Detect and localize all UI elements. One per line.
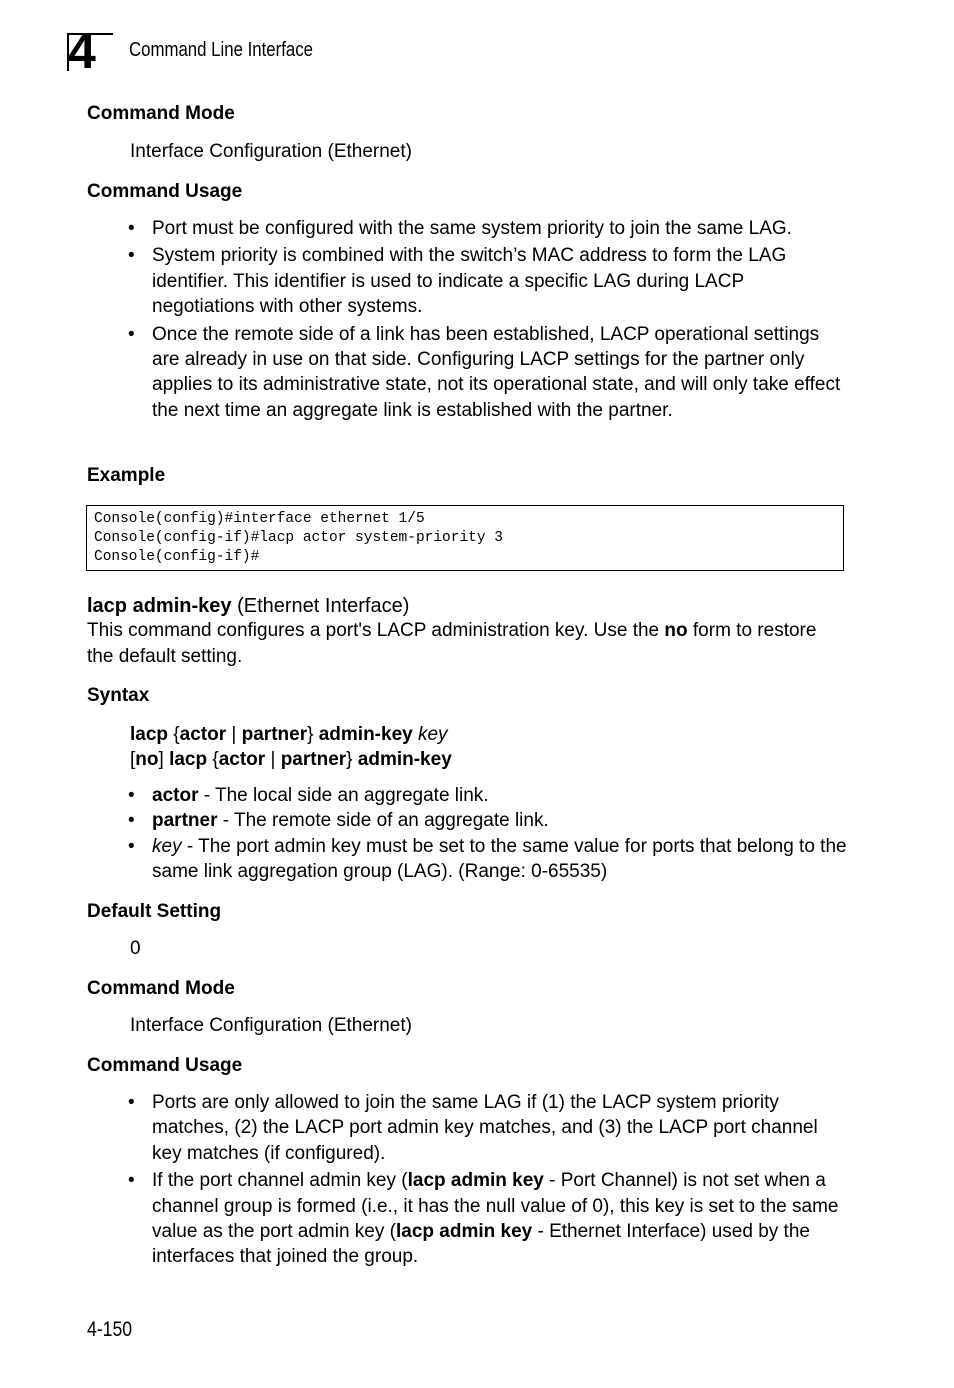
list-item [128,808,848,833]
command-mode-heading: Command Mode [87,103,235,124]
list-item [128,783,848,808]
description-text: This command configures a port's LACP administration key. Use the [87,620,665,641]
syntax-keyword: lacp [169,749,208,770]
page-number: 4-150 [87,1318,133,1341]
code-line: Console(config-if)# [94,549,260,565]
parameter-list [128,783,848,885]
command-mode-value: Interface Configuration (Ethernet) [130,1015,412,1036]
usage-keyword: lacp admin key [395,1221,533,1243]
syntax-heading: Syntax [87,685,150,706]
syntax-brace: } [307,724,319,745]
syntax-keyword: actor [218,749,266,770]
command-usage-heading: Command Usage [87,1055,243,1076]
default-setting-heading: Default Setting [87,901,222,922]
syntax-argument: key [412,724,448,745]
usage-text: If the port channel admin key ( [152,1170,408,1192]
list-item [128,834,848,885]
example-code-block [86,505,844,571]
syntax-bracket: [ [130,749,136,770]
running-title: Command Line Interface [129,39,313,61]
param-term: partner [152,810,218,832]
description-keyword: no [664,620,688,641]
syntax-line-1 [130,722,448,747]
syntax-brace: { [168,724,180,745]
code-line: Console(config)#interface ethernet 1/5 [94,511,425,527]
command-usage-heading: Command Usage [87,181,243,202]
syntax-line-2 [130,747,452,772]
param-desc: - The port admin key must be set to the same value for ports that belong to the same link aggregation group (LAG). (Range: 0-65535) [152,835,847,883]
default-setting-value: 0 [130,938,141,959]
usage-text: - Port Channel) is not set when a channel group is formed (i.e., it has the null value of 0), this key is set to the same value as the port admin key ( [152,1170,839,1243]
usage-keyword: lacp admin key [407,1170,544,1192]
syntax-keyword: actor [179,724,227,745]
command-usage-list [128,216,848,425]
syntax-keyword: admin-key [357,749,452,770]
syntax-pipe: | [226,724,242,745]
param-desc: - The local side an aggregate link. [198,785,489,806]
command-description [87,618,847,669]
param-term: actor [152,785,199,806]
syntax-keyword: no [135,749,159,770]
command-name: lacp admin-key [87,595,232,617]
param-term: key [152,835,182,857]
example-heading: Example [87,465,166,486]
list-item: • Port must be configured with the same system priority to join the same LAG. [128,216,848,241]
syntax-brace: } [346,749,358,770]
description-text: form to restore the default setting. [87,620,817,667]
list-item: • Ports are only allowed to join the same LAG if (1) the LACP system priority matches, (2) the LACP port admin key matches, and (3) the LACP port channel key matches (if configured). [128,1090,848,1166]
command-usage-list [128,1090,848,1272]
command-qualifier: (Ethernet Interface) [231,595,410,617]
syntax-keyword: admin-key [318,724,413,745]
syntax-brace: { [207,749,219,770]
syntax-keyword: partner [280,749,347,770]
list-item [128,1168,848,1270]
syntax-keyword: lacp [130,724,169,745]
chapter-number: 4 [68,23,94,79]
list-item: • System priority is combined with the switch’s MAC address to form the LAG identifier. This identifier is used to indicate a specific LAG during LACP negotiations with other systems. [128,243,848,319]
syntax-pipe: | [265,749,281,770]
usage-text: - Ethernet Interface) used by the interfaces that joined the group. [152,1221,810,1268]
command-mode-heading: Command Mode [87,978,235,999]
command-mode-value: Interface Configuration (Ethernet) [130,141,412,162]
param-desc: - The remote side of an aggregate link. [217,810,549,832]
code-line: Console(config-if)#lacp actor system-priority 3 [94,530,503,546]
command-title [87,594,409,618]
syntax-bracket: ] [158,749,170,770]
list-item: • Once the remote side of a link has been established, LACP operational settings are already in use on that side. Configuring LACP settings for the partner only applies to its administrative state, not its operational state, and will only take effect the next time an aggregate link is established with the partner. [128,322,848,424]
syntax-keyword: partner [241,724,308,745]
